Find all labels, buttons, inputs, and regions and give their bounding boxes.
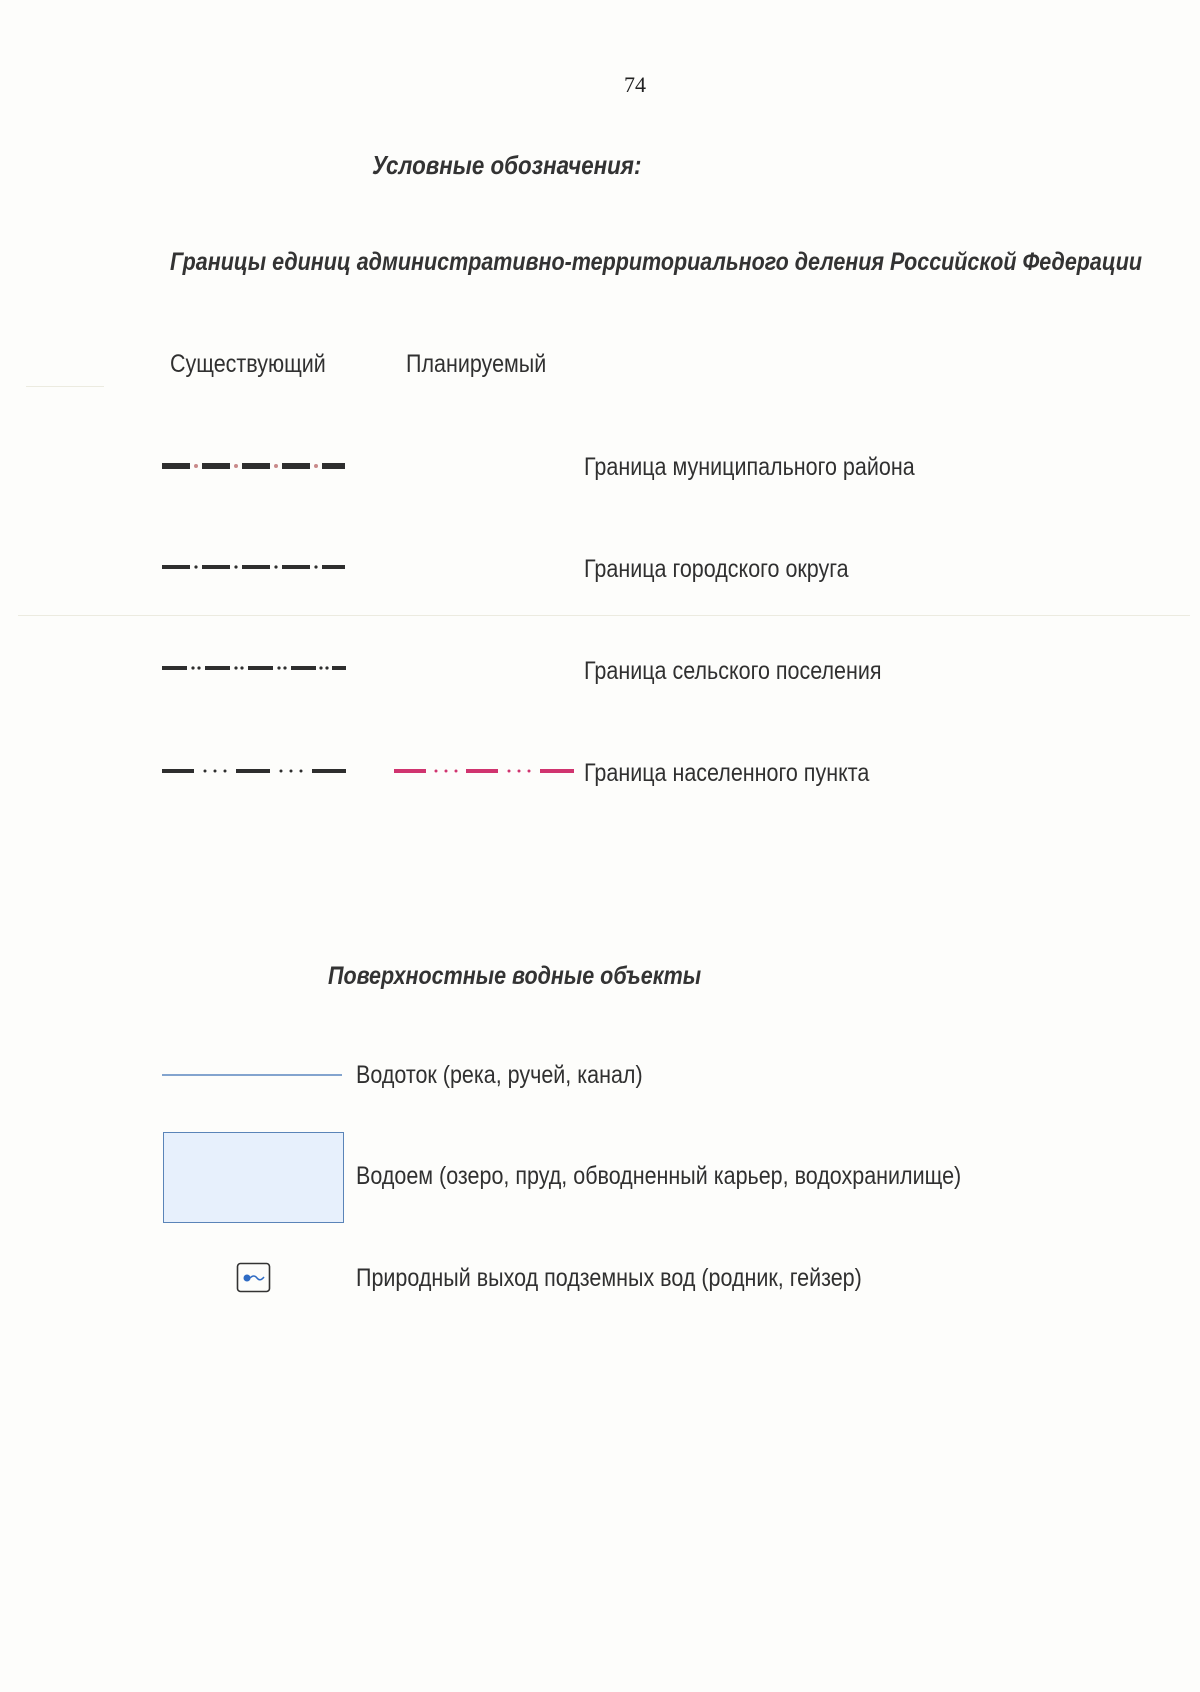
page-number: 74 [624, 72, 646, 97]
legend-item-rural-settlement: Граница сельского поселения [584, 657, 882, 685]
rural-settlement-boundary-symbol [160, 661, 350, 675]
settlement-boundary-existing-symbol [160, 764, 350, 778]
reservoir-symbol [163, 1132, 344, 1223]
legend-item-spring: Природный выход подземных вод (родник, гейзер) [356, 1264, 862, 1292]
watercourse-symbol [162, 1072, 344, 1078]
legend-item-reservoir: Водоем (озеро, пруд, обводненный карьер, водохранилище) [356, 1162, 962, 1190]
scan-artifact-line [26, 386, 104, 387]
column-header-existing: Существующий [170, 350, 326, 378]
city-district-boundary-symbol [160, 560, 350, 574]
legend-item-city-district: Граница городского округа [584, 555, 849, 583]
legend-item-settlement: Граница населенного пункта [584, 759, 870, 787]
settlement-boundary-planned-symbol [392, 764, 578, 778]
scan-fold-line [18, 615, 1190, 616]
water-section-title: Поверхностные водные объекты [328, 962, 702, 990]
legend-item-watercourse: Водоток (река, ручей, канал) [356, 1061, 643, 1089]
borders-section-title: Границы единиц административно-территориального деления Российской Федерации [170, 248, 1143, 276]
spring-icon [236, 1262, 272, 1294]
column-header-planned: Планируемый [406, 350, 547, 378]
municipal-district-boundary-symbol [160, 458, 350, 474]
legend-item-municipal-district: Граница муниципального района [584, 453, 915, 481]
legend-title: Условные обозначения: [372, 150, 642, 180]
